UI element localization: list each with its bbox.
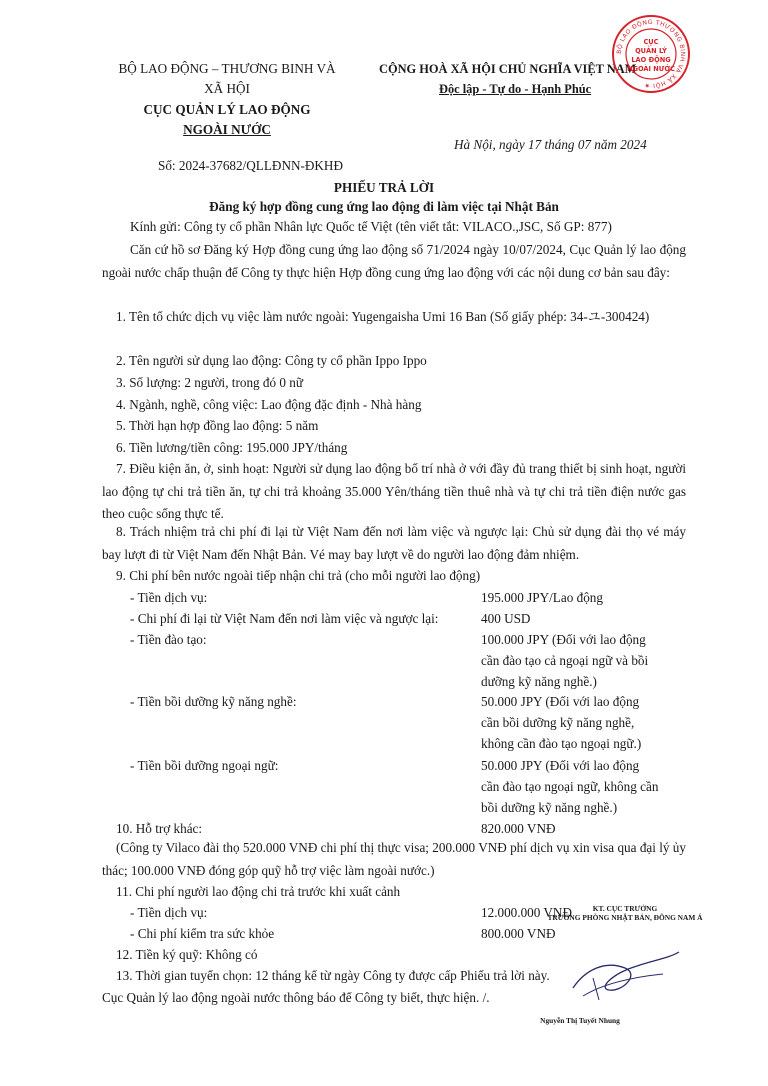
item-11-row-label: - Chi phí kiểm tra sức khỏe (130, 926, 275, 941)
item-9-row-value: cần đào tạo ngoại ngữ, không cần (481, 779, 659, 794)
item-9-row-label: - Chi phí đi lại từ Việt Nam đến nơi làm việc và ngược lại: (130, 611, 439, 626)
item-9-row-value: 195.000 JPY/Lao động (481, 590, 603, 605)
item-10-note: (Công ty Vilaco đài thọ 520.000 VNĐ chi phí thị thực visa; 200.000 VNĐ phí dịch vụ xin visa qua đại lý ủy thác; 100.000 VNĐ đóng góp quỹ hỗ trợ việc làm ngoài nước.) (102, 840, 686, 878)
item-9-row-label: - Tiền bồi dưỡng kỹ năng nghề: (130, 694, 297, 709)
item-4: 4. Ngành, nghề, công việc: Lao động đặc định - Nhà hàng (116, 397, 422, 412)
item-9-row-label: - Tiền bồi dưỡng ngoại ngữ: (130, 758, 279, 773)
republic-title: CỘNG HOÀ XÃ HỘI CHỦ NGHĨA VIỆT NAM (379, 62, 637, 76)
signature-title-line2: TRƯỞNG PHÒNG NHẬT BẢN, ĐÔNG NAM Á (547, 913, 703, 922)
intro-paragraph: Căn cứ hồ sơ Đăng ký Hợp đồng cung ứng lao động số 71/2024 ngày 10/07/2024, Cục Quản lý lao động ngoài nước chấp thuận để Công ty thực hiện Hợp đồng cung ứng lao động với các nội dung cơ bản sau đây: (102, 242, 686, 280)
item-11-row-value: 800.000 VNĐ (481, 926, 556, 941)
item-12: 12. Tiền ký quỹ: Không có (116, 947, 258, 962)
item-9-row-value: 50.000 JPY (Đối với lao động (481, 758, 640, 773)
signer-name: Nguyễn Thị Tuyết Nhung (540, 1016, 620, 1025)
document-number: Số: 2024-37682/QLLĐNN-ĐKHĐ (158, 158, 343, 173)
item-9-row-value: bồi dưỡng kỹ năng nghề.) (481, 800, 618, 815)
document-subtitle: Đăng ký hợp đồng cung ứng lao động đi làm việc tại Nhật Bản (209, 199, 559, 214)
national-motto: Độc lập - Tự do - Hạnh Phúc (439, 82, 592, 96)
handwritten-signature-icon (565, 930, 685, 1020)
item-9-row-value: 50.000 JPY (Đối với lao động (481, 694, 640, 709)
item-11-row-value: 12.000.000 VNĐ (481, 905, 572, 920)
item-10-label: 10. Hỗ trợ khác: (116, 821, 203, 836)
item-9-row-value: không cần đào tạo ngoại ngữ.) (481, 736, 642, 751)
stamp-text-line4: NGOÀI NƯỚC (627, 65, 675, 73)
recipient-line: Kính gửi: Công ty cổ phần Nhân lực Quốc tế Việt (tên viết tắt: VILACO.,JSC, Số GP: 877) (130, 219, 612, 234)
stamp-text-line2: QUẢN LÝ (635, 47, 667, 55)
item-6: 6. Tiền lương/tiền công: 195.000 JPY/tháng (116, 440, 348, 455)
item-9-row-value: 100.000 JPY (Đối với lao động (481, 632, 646, 647)
item-9-row-label: - Tiền đào tạo: (130, 632, 207, 647)
item-5: 5. Thời hạn hợp đồng lao động: 5 năm (116, 418, 319, 433)
item-3: 3. Số lượng: 2 người, trong đó 0 nữ (116, 375, 304, 390)
item-9-row-value: cần đào tạo cả ngoại ngữ và bồi (481, 653, 649, 668)
item-10-value: 820.000 VNĐ (481, 821, 556, 836)
department-name-line2: NGOÀI NƯỚC (183, 122, 271, 137)
official-stamp-icon (611, 14, 691, 94)
item-9-row-value: cần bồi dưỡng kỹ năng nghề, (481, 715, 635, 730)
item-1: 1. Tên tổ chức dịch vụ việc làm nước ngoài: Yugengaisha Umi 16 Ban (Số giấy phép: 34-ユ-300424) (116, 309, 650, 324)
signature-title-line1: KT. CỤC TRƯỞNG (592, 904, 658, 913)
item-2: 2. Tên người sử dụng lao động: Công ty cổ phần Ippo Ippo (116, 353, 427, 368)
item-13: 13. Thời gian tuyển chọn: 12 tháng kể từ ngày Công ty được cấp Phiếu trả lời này. (116, 968, 550, 983)
stamp-text-line3: LAO ĐỘNG (631, 56, 671, 64)
place-and-date: Hà Nội, ngày 17 tháng 07 năm 2024 (454, 137, 647, 152)
document-title: PHIẾU TRẢ LỜI (333, 180, 435, 195)
item-9-row-value: dưỡng kỹ năng nghề.) (481, 674, 597, 689)
department-name-line1: CỤC QUẢN LÝ LAO ĐỘNG (143, 102, 311, 117)
ministry-name-line2: XÃ HỘI (204, 81, 250, 96)
item-9-row-label: - Tiền dịch vụ: (130, 590, 208, 605)
item-7: 7. Điều kiện ăn, ở, sinh hoạt: Người sử dụng lao động bố trí nhà ở với đầy đủ trang thiết bị sinh hoạt, người lao động tự chi trả tiền ăn, tự chi trả khoảng 35.000 Yên/tháng tiền thuê nhà và tự chi trả tiền điện nước gas theo cuộc sống thực tế. (102, 461, 686, 521)
item-11-row-label: - Tiền dịch vụ: (130, 905, 208, 920)
stamp-text-line1: CỤC (643, 38, 659, 46)
svg-text:BỘ LAO ĐỘNG THƯƠNG BINH VÀ XÃ: BỘ LAO ĐỘNG THƯƠNG BINH VÀ XÃ HỘI ★ (615, 18, 687, 90)
item-9: 9. Chi phí bên nước ngoài tiếp nhận chi trả (cho mỗi người lao động) (116, 568, 481, 583)
closing-line: Cục Quản lý lao động ngoài nước thông báo để Công ty biết, thực hiện. /. (102, 990, 490, 1005)
item-8: 8. Trách nhiệm trả chi phí đi lại từ Việt Nam đến nơi làm việc và ngược lại: Chủ sử dụng đài thọ vé máy bay lượt đi từ Việt Nam đến Nhật Bản. Vé may bay lượt về do người lao động đảm nhiệm. (102, 524, 686, 562)
item-11: 11. Chi phí người lao động chi trả trước khi xuất cảnh (116, 884, 401, 899)
item-9-row-value: 400 USD (481, 611, 531, 626)
ministry-name-line1: BỘ LAO ĐỘNG – THƯƠNG BINH VÀ (118, 61, 336, 76)
